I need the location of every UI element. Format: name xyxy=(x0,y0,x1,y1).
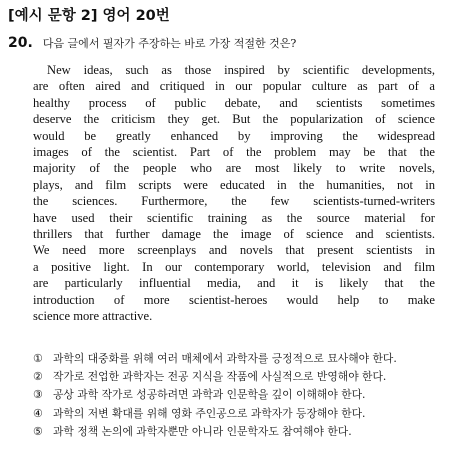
answer-option-2[interactable] xyxy=(33,368,443,386)
passage-line: are often aired and critiqued in our popular culture as part of a xyxy=(33,79,435,94)
answer-option-5[interactable] xyxy=(33,423,443,441)
answer-option-4[interactable] xyxy=(33,405,443,423)
passage-line: New ideas, such as those inspired by scientific developments, xyxy=(47,63,435,77)
question-prompt xyxy=(8,34,296,52)
option-marker: ① xyxy=(33,352,43,365)
answer-option-3[interactable] xyxy=(33,386,443,404)
passage-line: would be greatly enhanced by improving the widespread xyxy=(33,128,435,143)
option-text: 과학 정책 논의에 과학자뿐만 아니라 인문학자도 참여해야 한다. xyxy=(53,424,352,438)
question-text: 다음 글에서 필자가 주장하는 바로 가장 적절한 것은? xyxy=(42,37,297,50)
reading-passage xyxy=(33,62,435,325)
answer-options xyxy=(33,350,443,441)
passage-line: majority of the people who are most likely to write novels, xyxy=(33,161,435,176)
passage-line: thrillers that further damage the image of science and scientists. xyxy=(33,227,435,242)
passage-line: introduction of more scientist-heroes would help to make xyxy=(33,292,435,307)
option-text: 과학의 대중화를 위해 여러 매체에서 과학자를 긍정적으로 묘사해야 한다. xyxy=(53,352,397,365)
option-text: 과학의 저변 확대를 위해 영화 주인공으로 과학자가 등장해야 한다. xyxy=(53,406,366,420)
passage-line: We need more screenplays and novels that present scientists in xyxy=(33,243,435,258)
passage-line: images of the scientist. Part of the problem may be that the xyxy=(33,145,435,160)
option-text: 작가로 전업한 과학자는 전공 지식을 작품에 사실적으로 반영해야 한다. xyxy=(53,370,387,384)
option-marker: ⑤ xyxy=(33,424,43,438)
passage-line: a positive light. In our contemporary world, television and film xyxy=(33,259,435,274)
question-number: 20. xyxy=(8,35,33,51)
option-marker: ④ xyxy=(33,406,43,420)
passage-line: have used their scientific training as the source material for xyxy=(33,210,435,225)
passage-line: healthy process of public debate, and scientists sometimes xyxy=(33,95,435,110)
option-text: 공상 과학 작가로 성공하려면 과학과 인문학을 깊이 이해해야 한다. xyxy=(53,388,366,402)
passage-line: plays, and film scripts were educated in the humanities, not in xyxy=(33,177,435,192)
passage-line: science more attractive. xyxy=(33,309,153,324)
passage-line: deserve the criticism they get. But the popularization of science xyxy=(33,112,435,127)
passage-line: are particularly influential media, and it is likely that the xyxy=(33,276,435,291)
answer-option-1[interactable] xyxy=(33,350,443,368)
passage-line: the sciences. Furthermore, the few scientists-turned-writers xyxy=(33,194,435,209)
exam-item-header: [예시 문항 2] 영어 20번 xyxy=(8,8,170,24)
option-marker: ② xyxy=(33,370,43,384)
option-marker: ③ xyxy=(33,388,43,402)
